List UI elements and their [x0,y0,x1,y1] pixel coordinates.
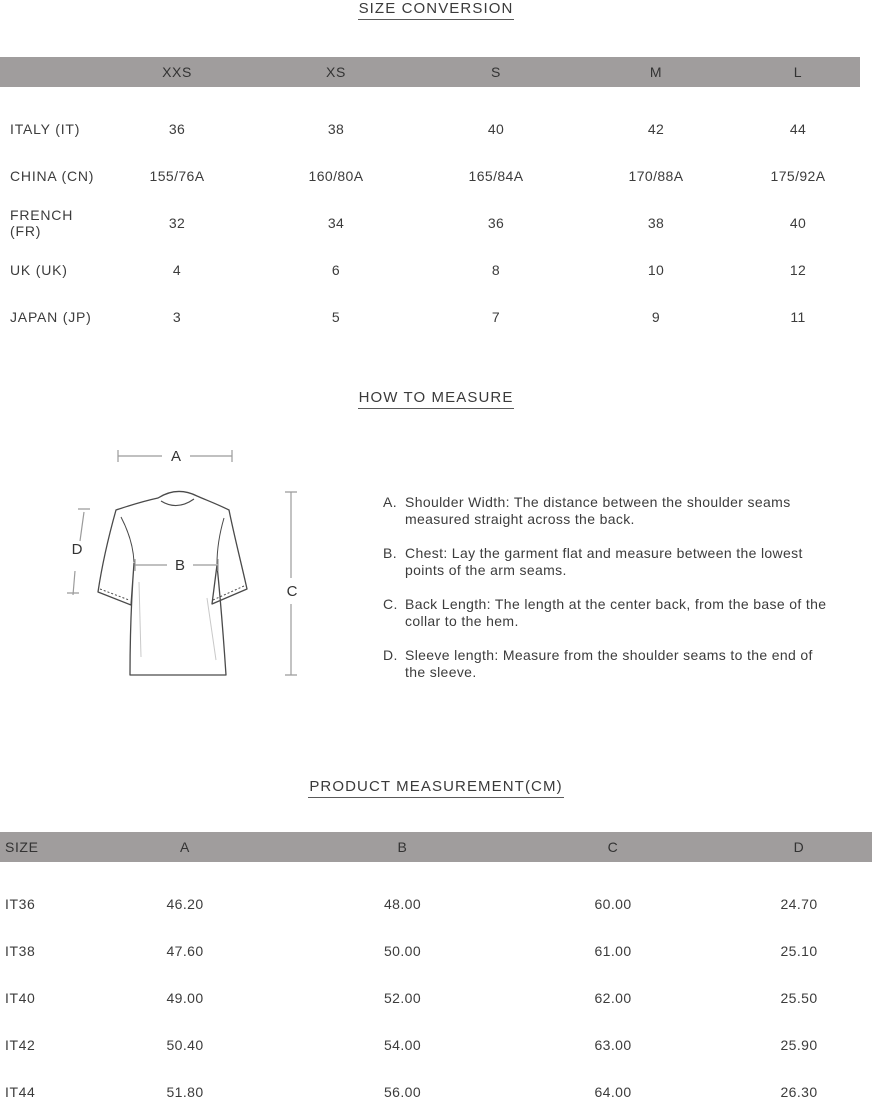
size-cell: 36 [168,120,186,137]
row-label: CHINA (CN) [10,167,95,184]
size-cell: 10 [647,261,665,278]
measurement-cell: 60.00 [594,895,632,912]
corner-cell [0,57,98,87]
size-cell: 170/88A [628,167,684,184]
measurement-cell: 62.00 [594,989,632,1006]
instruction-marker: D. [383,647,398,663]
column-header-m: M [576,57,736,87]
size-row-italy [0,105,860,152]
dimension-label-a: A [170,448,182,465]
how-to-measure-title-row [0,389,872,409]
row-label: FRENCH (FR) [10,206,74,239]
row-label: IT44 [5,1083,36,1100]
dimension-label-d: D [71,541,83,558]
measurement-cell: 52.00 [383,989,422,1006]
size-cell: 38 [327,120,345,137]
measurement-cell: 54.00 [383,1036,422,1053]
instruction-item-a [383,494,833,528]
size-cell: 155/76A [149,167,205,184]
size-conversion-header-row [0,57,860,87]
shirt-outline [98,491,247,675]
column-header-xs: XS [256,57,416,87]
size-row-french [0,199,860,246]
size-conversion-table [0,57,860,340]
measure-instructions [383,494,833,698]
size-row-china [0,152,860,199]
column-header-s: S [416,57,576,87]
size-cell: 7 [491,308,501,325]
row-label: IT42 [5,1036,36,1053]
column-header-xxs: XXS [98,57,256,87]
measurement-row-it38 [0,927,872,974]
size-cell: 9 [651,308,661,325]
size-cell: 42 [647,120,665,137]
row-label: IT40 [5,989,36,1006]
size-cell: 34 [327,214,345,231]
size-conversion-title: SIZE CONVERSION [358,2,515,20]
column-header-l: L [736,57,860,87]
measurement-cell: 24.70 [780,895,818,912]
tshirt-measurement-diagram [40,430,360,700]
product-measurement-header-row [0,832,872,862]
measurement-cell: 25.50 [780,989,818,1006]
size-conversion-title-row [0,0,872,20]
spacer-cell [0,87,860,105]
row-label: ITALY (IT) [10,120,81,137]
column-header-d: D [726,832,872,862]
instruction-marker: C. [383,596,398,612]
row-label: IT38 [5,942,36,959]
column-header-b: B [305,832,500,862]
column-header-size: SIZE [0,832,65,862]
measurement-cell: 61.00 [594,942,632,959]
measurement-cell: 63.00 [594,1036,632,1053]
size-cell: 40 [789,214,807,231]
product-measurement-title: PRODUCT MEASUREMENT(CM) [308,780,563,798]
size-cell: 175/92A [770,167,826,184]
instruction-text: Sleeve length: Measure from the shoulder seams to the end of the sleeve. [405,647,813,680]
column-header-a: A [65,832,305,862]
measurement-cell: 48.00 [383,895,422,912]
size-cell: 12 [789,261,807,278]
size-cell: 11 [790,308,806,325]
size-row-uk [0,246,860,293]
measurement-row-it40 [0,974,872,1021]
measurement-cell: 46.20 [166,895,204,912]
size-cell: 4 [172,261,182,278]
spacer-row [0,862,872,880]
size-cell: 165/84A [468,167,524,184]
product-measurement-title-row [0,778,872,798]
size-row-japan [0,293,860,340]
measurement-cell: 51.80 [166,1083,204,1100]
size-cell: 44 [789,120,807,137]
measurement-row-it42 [0,1021,872,1068]
instruction-text: Chest: Lay the garment flat and measure between the lowest points of the arm seams. [405,545,803,578]
size-cell: 38 [647,214,665,231]
instruction-marker: B. [383,545,397,561]
measurement-row-it44 [0,1068,872,1115]
instruction-item-d [383,647,833,681]
measurement-cell: 25.90 [780,1036,818,1053]
size-cell: 3 [172,308,182,325]
size-cell: 40 [487,120,505,137]
dimension-label-b: B [174,557,186,574]
instruction-marker: A. [383,494,397,510]
dimension-label-c: C [286,583,298,600]
instruction-item-c [383,596,833,630]
row-label: IT36 [5,895,36,912]
instruction-text: Back Length: The length at the center back, from the base of the collar to the hem. [405,596,827,629]
measurement-cell: 25.10 [780,942,818,959]
instruction-item-b [383,545,833,579]
how-to-measure-title: HOW TO MEASURE [358,391,515,409]
measurement-cell: 47.60 [166,942,204,959]
measurement-cell: 49.00 [166,989,204,1006]
size-cell: 6 [331,261,341,278]
spacer-cell [0,862,872,880]
instruction-text: Shoulder Width: The distance between the shoulder seams measured straight across the back. [405,494,791,527]
row-label: JAPAN (JP) [10,308,92,325]
size-cell: 160/80A [308,167,364,184]
measurement-cell: 50.40 [166,1036,204,1053]
spacer-row [0,87,860,105]
size-cell: 8 [491,261,501,278]
measurement-cell: 56.00 [383,1083,422,1100]
size-cell: 5 [331,308,341,325]
size-cell: 36 [487,214,505,231]
measurement-cell: 26.30 [780,1083,818,1100]
column-header-c: C [500,832,726,862]
product-measurement-table [0,832,872,1115]
measurement-cell: 50.00 [383,942,422,959]
measurement-cell: 64.00 [594,1083,632,1100]
measurement-row-it36 [0,880,872,927]
row-label: UK (UK) [10,261,68,278]
size-cell: 32 [168,214,186,231]
